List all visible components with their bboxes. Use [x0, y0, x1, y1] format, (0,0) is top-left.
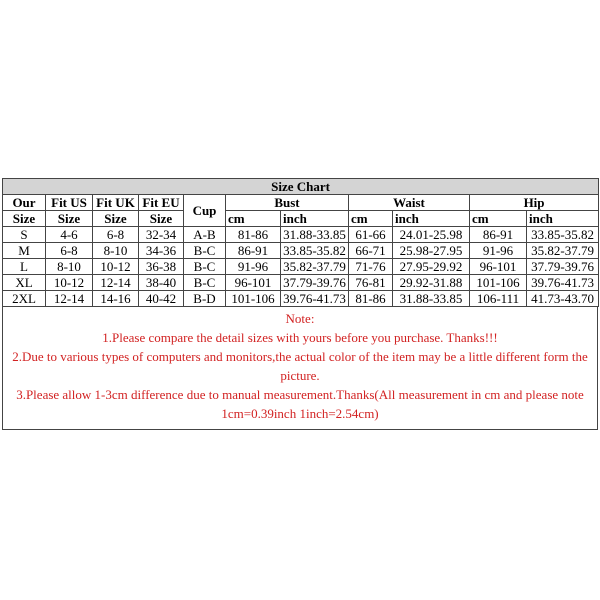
- header-bust-cm: cm: [226, 211, 281, 227]
- cell-hip-inch: 41.73-43.70: [527, 291, 599, 307]
- cell-cup: B-C: [184, 275, 226, 291]
- header-row-1: [3, 195, 599, 211]
- header-hip-inch: inch: [527, 211, 599, 227]
- cell-waist-cm: 61-66: [349, 227, 393, 243]
- cell-cup: A-B: [184, 227, 226, 243]
- header-bust-inch: inch: [281, 211, 349, 227]
- cell-fit-us: 12-14: [46, 291, 93, 307]
- cell-our-size: M: [3, 243, 46, 259]
- size-chart-table: [2, 178, 599, 307]
- note-line-3a: 3.Please allow 1-3cm difference due to manual measurement.Thanks(All measurement in cm and please note: [16, 387, 584, 402]
- header-cup: Cup: [184, 195, 226, 227]
- cell-our-size: S: [3, 227, 46, 243]
- header-hip: Hip: [470, 195, 599, 211]
- cell-waist-cm: 81-86: [349, 291, 393, 307]
- table-title-row: [3, 179, 599, 195]
- cell-hip-cm: 91-96: [470, 243, 527, 259]
- cell-waist-inch: 27.95-29.92: [393, 259, 470, 275]
- cell-fit-us: 4-6: [46, 227, 93, 243]
- header-fit-us: Fit US: [46, 195, 93, 211]
- cell-hip-cm: 101-106: [470, 275, 527, 291]
- cell-waist-inch: 31.88-33.85: [393, 291, 470, 307]
- notes-box: [2, 307, 598, 430]
- header-our-size: Our: [3, 195, 46, 211]
- cell-cup: B-D: [184, 291, 226, 307]
- header-bust: Bust: [226, 195, 349, 211]
- size-rows: [3, 227, 599, 307]
- cell-hip-cm: 106-111: [470, 291, 527, 307]
- header-row-2: [3, 211, 599, 227]
- note-line-1: 1.Please compare the detail sizes with yours before you purchase. Thanks!!!: [102, 330, 498, 345]
- cell-fit-eu: 36-38: [139, 259, 184, 275]
- cell-hip-cm: 86-91: [470, 227, 527, 243]
- cell-waist-cm: 71-76: [349, 259, 393, 275]
- size-chart: [2, 178, 598, 424]
- cell-waist-inch: 24.01-25.98: [393, 227, 470, 243]
- cell-waist-cm: 66-71: [349, 243, 393, 259]
- cell-our-size: 2XL: [3, 291, 46, 307]
- header-waist-cm: cm: [349, 211, 393, 227]
- cell-fit-uk: 10-12: [93, 259, 139, 275]
- table-row: [3, 243, 599, 259]
- cell-our-size: XL: [3, 275, 46, 291]
- cell-fit-eu: 40-42: [139, 291, 184, 307]
- note-line-2b: picture.: [280, 368, 320, 383]
- cell-fit-uk: 8-10: [93, 243, 139, 259]
- cell-bust-inch: 31.88-33.85: [281, 227, 349, 243]
- cell-fit-us: 6-8: [46, 243, 93, 259]
- cell-bust-inch: 33.85-35.82: [281, 243, 349, 259]
- cell-cup: B-C: [184, 243, 226, 259]
- table-title: Size Chart: [3, 179, 599, 195]
- cell-waist-inch: 25.98-27.95: [393, 243, 470, 259]
- cell-bust-cm: 96-101: [226, 275, 281, 291]
- cell-waist-inch: 29.92-31.88: [393, 275, 470, 291]
- table-row: [3, 291, 599, 307]
- header-our-size-2: Size: [3, 211, 46, 227]
- cell-bust-cm: 91-96: [226, 259, 281, 275]
- header-waist-inch: inch: [393, 211, 470, 227]
- cell-fit-us: 8-10: [46, 259, 93, 275]
- cell-bust-cm: 86-91: [226, 243, 281, 259]
- header-waist: Waist: [349, 195, 470, 211]
- header-hip-cm: cm: [470, 211, 527, 227]
- cell-hip-inch: 35.82-37.79: [527, 243, 599, 259]
- cell-bust-inch: 35.82-37.79: [281, 259, 349, 275]
- note-line-3b: 1cm=0.39inch 1inch=2.54cm): [221, 406, 379, 421]
- cell-fit-uk: 12-14: [93, 275, 139, 291]
- note-label: Note:: [285, 311, 315, 326]
- cell-fit-eu: 38-40: [139, 275, 184, 291]
- cell-fit-eu: 32-34: [139, 227, 184, 243]
- cell-hip-inch: 33.85-35.82: [527, 227, 599, 243]
- table-row: [3, 275, 599, 291]
- cell-bust-cm: 101-106: [226, 291, 281, 307]
- cell-fit-uk: 14-16: [93, 291, 139, 307]
- cell-fit-uk: 6-8: [93, 227, 139, 243]
- cell-bust-inch: 37.79-39.76: [281, 275, 349, 291]
- cell-bust-inch: 39.76-41.73: [281, 291, 349, 307]
- header-fit-uk: Fit UK: [93, 195, 139, 211]
- header-fit-eu-2: Size: [139, 211, 184, 227]
- header-fit-uk-2: Size: [93, 211, 139, 227]
- header-fit-eu: Fit EU: [139, 195, 184, 211]
- cell-our-size: L: [3, 259, 46, 275]
- cell-fit-eu: 34-36: [139, 243, 184, 259]
- cell-hip-inch: 39.76-41.73: [527, 275, 599, 291]
- header-fit-us-2: Size: [46, 211, 93, 227]
- note-line-2a: 2.Due to various types of computers and monitors,the actual color of the item may be a little different form the: [12, 349, 588, 364]
- cell-hip-cm: 96-101: [470, 259, 527, 275]
- cell-bust-cm: 81-86: [226, 227, 281, 243]
- table-row: [3, 227, 599, 243]
- cell-waist-cm: 76-81: [349, 275, 393, 291]
- table-row: [3, 259, 599, 275]
- cell-cup: B-C: [184, 259, 226, 275]
- cell-fit-us: 10-12: [46, 275, 93, 291]
- cell-hip-inch: 37.79-39.76: [527, 259, 599, 275]
